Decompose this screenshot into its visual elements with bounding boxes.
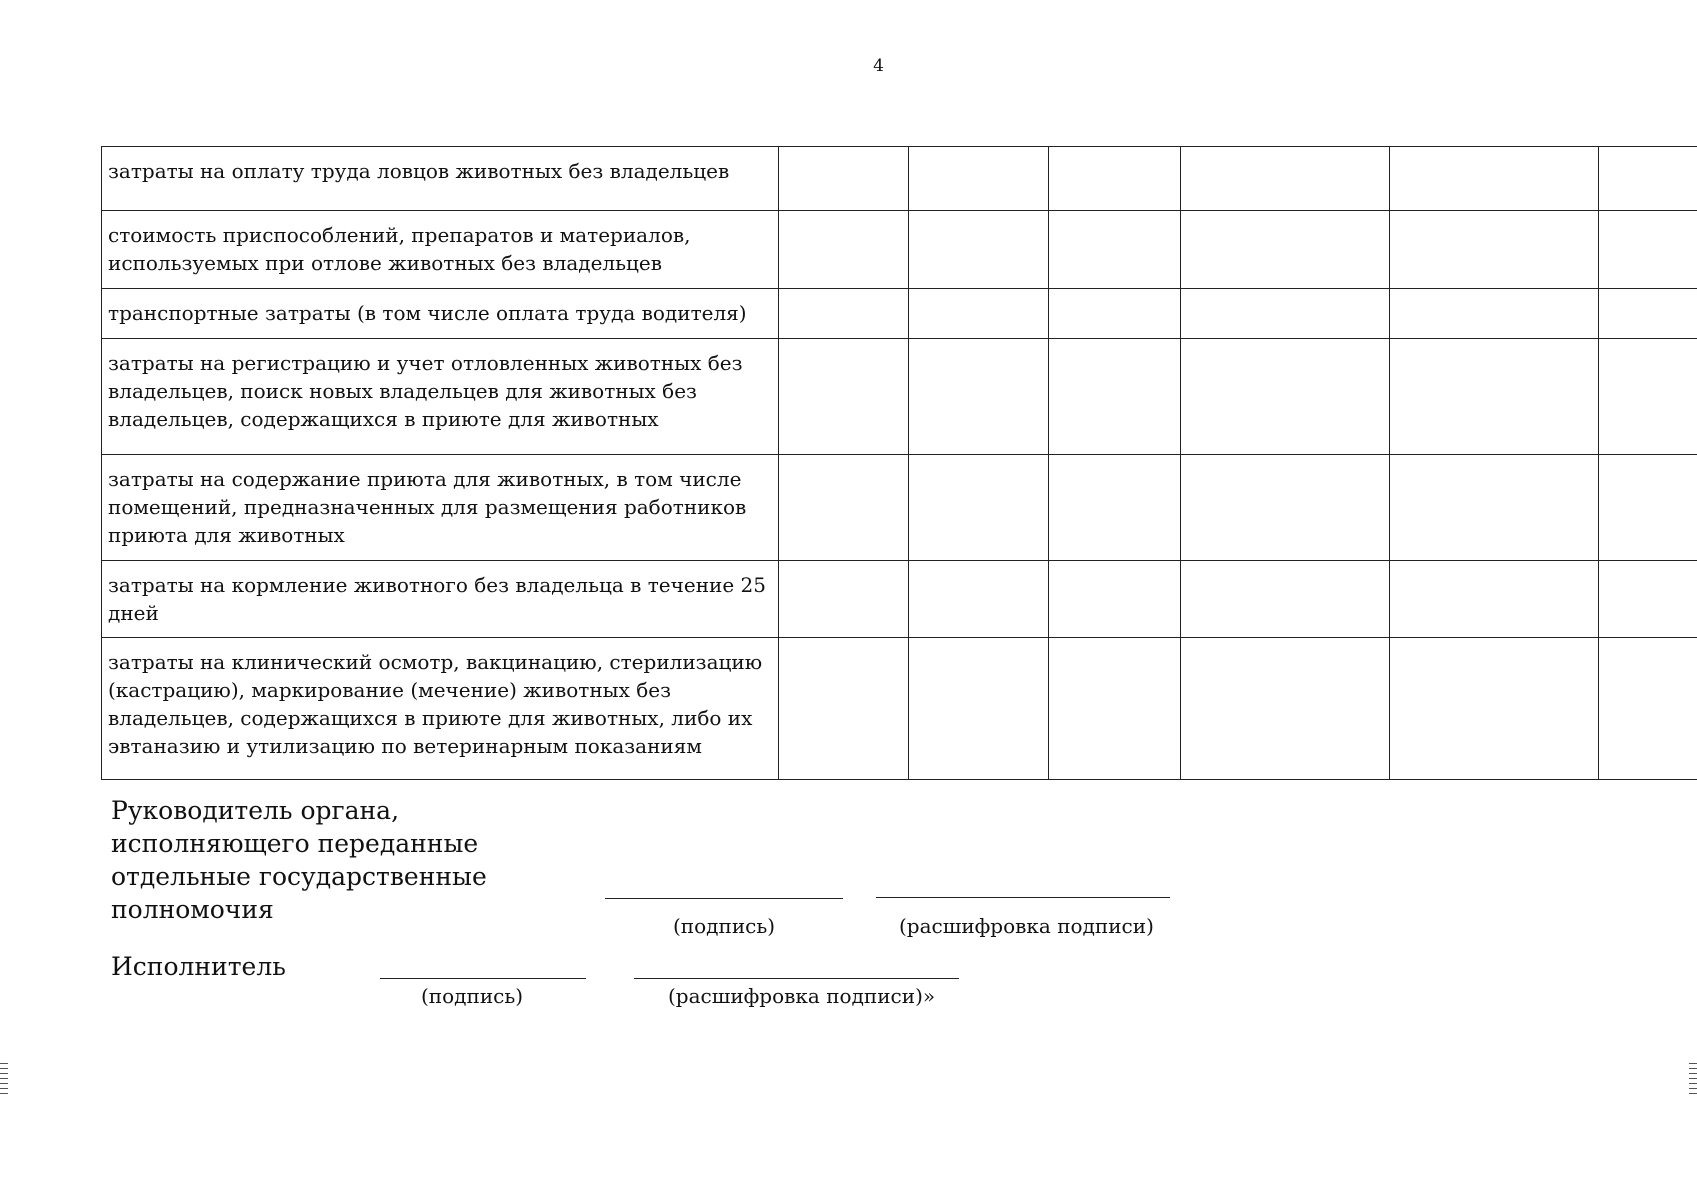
executor-title: Исполнитель [111,952,286,981]
value-cell [909,289,1049,339]
value-cell [1599,561,1697,638]
row-label: стоимость приспособлений, препаратов и материалов, используемых при отлове животных без владельцев [102,211,779,289]
value-cell [1049,211,1181,289]
value-cell [779,289,909,339]
scan-edge-mark-left [0,1063,8,1097]
row-label: затраты на клинический осмотр, вакцинацию, стерилизацию (кастрацию), маркирование (мечение) животных без владельцев, содержащихся в приюте для животных, либо их эвтаназию и утилизацию по ветеринарным показаниям [102,638,779,780]
value-cell [1390,289,1599,339]
page-number: 4 [873,56,884,76]
table-row [102,147,1697,211]
executor-decoding-line[interactable] [634,978,959,979]
value-cell [909,455,1049,561]
table-row [102,289,1697,339]
value-cell [779,561,909,638]
value-cell [1049,289,1181,339]
row-label: затраты на регистрацию и учет отловленных животных без владельцев, поиск новых владельцев для животных без владельцев, содержащихся в приюте для животных [102,339,779,455]
value-cell [909,211,1049,289]
value-cell [1390,339,1599,455]
value-cell [1599,211,1697,289]
value-cell [1599,455,1697,561]
row-label: затраты на кормление животного без владельца в течение 25 дней [102,561,779,638]
head-title-text: Руководитель органа, исполняющего переданные отдельные государственные полномочия [111,796,487,924]
table-row [102,339,1697,455]
head-title [111,794,581,926]
executor-signature-line[interactable] [380,978,586,979]
value-cell [1390,561,1599,638]
value-cell [909,561,1049,638]
value-cell [1049,339,1181,455]
value-cell [1390,211,1599,289]
executor-signature-caption: (подпись) [421,984,524,1008]
value-cell [1181,289,1390,339]
value-cell [1599,289,1697,339]
head-signature-caption: (подпись) [673,914,776,938]
value-cell [1181,455,1390,561]
value-cell [1049,455,1181,561]
value-cell [779,147,909,211]
value-cell [1599,339,1697,455]
value-cell [779,455,909,561]
value-cell [1181,638,1390,780]
head-decoding-line[interactable] [876,897,1170,898]
row-label: затраты на оплату труда ловцов животных без владельцев [102,147,779,211]
value-cell [1390,455,1599,561]
head-decoding-caption: (расшифровка подписи) [899,914,1154,938]
scan-edge-mark-right [1689,1063,1697,1097]
value-cell [909,638,1049,780]
value-cell [779,638,909,780]
table-row [102,561,1697,638]
cost-table [101,146,1697,780]
value-cell [1390,147,1599,211]
value-cell [1181,561,1390,638]
value-cell [1390,638,1599,780]
row-label: затраты на содержание приюта для животных, в том числе помещений, предназначенных для размещения работников приюта для животных [102,455,779,561]
value-cell [1181,211,1390,289]
executor-decoding-caption: (расшифровка подписи)» [668,984,936,1008]
value-cell [1599,147,1697,211]
value-cell [1049,147,1181,211]
value-cell [1181,339,1390,455]
value-cell [1049,561,1181,638]
value-cell [1049,638,1181,780]
value-cell [1181,147,1390,211]
row-label: транспортные затраты (в том числе оплата труда водителя) [102,289,779,339]
value-cell [909,339,1049,455]
value-cell [779,339,909,455]
table-row [102,211,1697,289]
head-signature-line[interactable] [605,898,843,899]
table-row [102,455,1697,561]
value-cell [1599,638,1697,780]
table-row [102,638,1697,780]
value-cell [779,211,909,289]
value-cell [909,147,1049,211]
